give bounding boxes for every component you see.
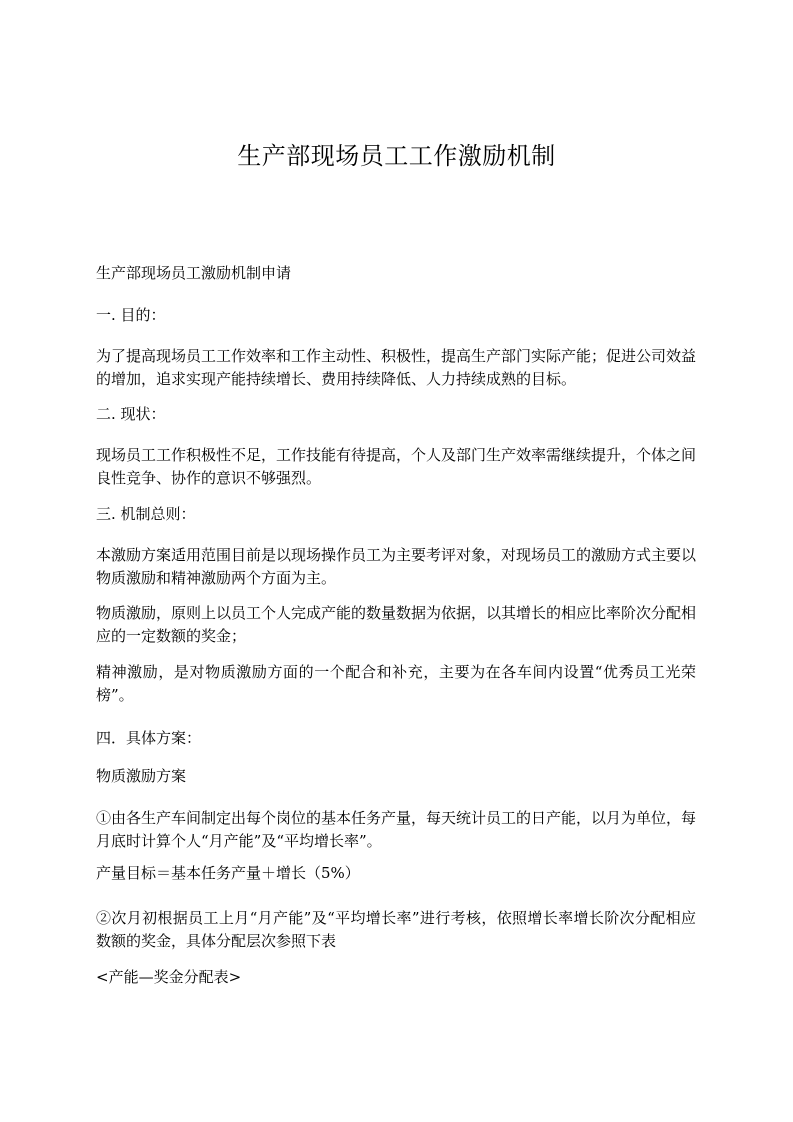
document-title: 生产部现场员工工作激励机制 [237,142,556,170]
plan-step-1-paragraph: ①由各生产车间制定出每个岗位的基本任务产量，每天统计员工的日产能，以月为单位，每月底时计算个人“月产能”及“平均增长率”。 [96,809,697,850]
section-heading-specific-plan: 四．具体方案： [96,729,202,747]
scope-paragraph: 本激励方案适用范围目前是以现场操作员工为主要考评对象，对现场员工的激励方式主要以物质激励和精神激励两个方面为主。 [96,546,697,587]
section-heading-purpose: 一. 目的： [96,306,166,324]
material-incentive-paragraph: 物质激励，原则上以员工个人完成产能的数量数据为依据，以其增长的相应比率阶次分配相应的一定数额的奖金； [96,604,697,645]
plan-step-2-paragraph: ②次月初根据员工上月“月产能”及“平均增长率”进行考核，依照增长率增长阶次分配相应数额的奖金，具体分配层次参照下表 [96,909,696,950]
section-heading-general-rules: 三. 机制总则： [96,505,196,523]
spiritual-incentive-paragraph: 精神激励，是对物质激励方面的一个配合和补充，主要为在各车间内设置“优秀员工光荣榜”。 [96,663,696,704]
purpose-paragraph: 为了提高现场员工工作效率和工作主动性、积极性，提高生产部门实际产能；促进公司效益的增加，追求实现产能持续增长、费用持续降低、人力持续成熟的目标。 [96,347,697,388]
material-incentive-plan-heading: 物质激励方案 [96,767,187,785]
allocation-table-caption: <产能—奖金分配表> [96,968,242,986]
status-paragraph: 现场员工工作积极性不足，工作技能有待提高，个人及部门生产效率需继续提升，个体之间良性竞争、协作的意识不够强烈。 [96,446,697,487]
section-heading-status: 二. 现状： [96,405,166,423]
production-target-formula: 产量目标＝基本任务产量＋增长（5%） [96,864,360,882]
application-heading: 生产部现场员工激励机制申请 [96,264,292,282]
